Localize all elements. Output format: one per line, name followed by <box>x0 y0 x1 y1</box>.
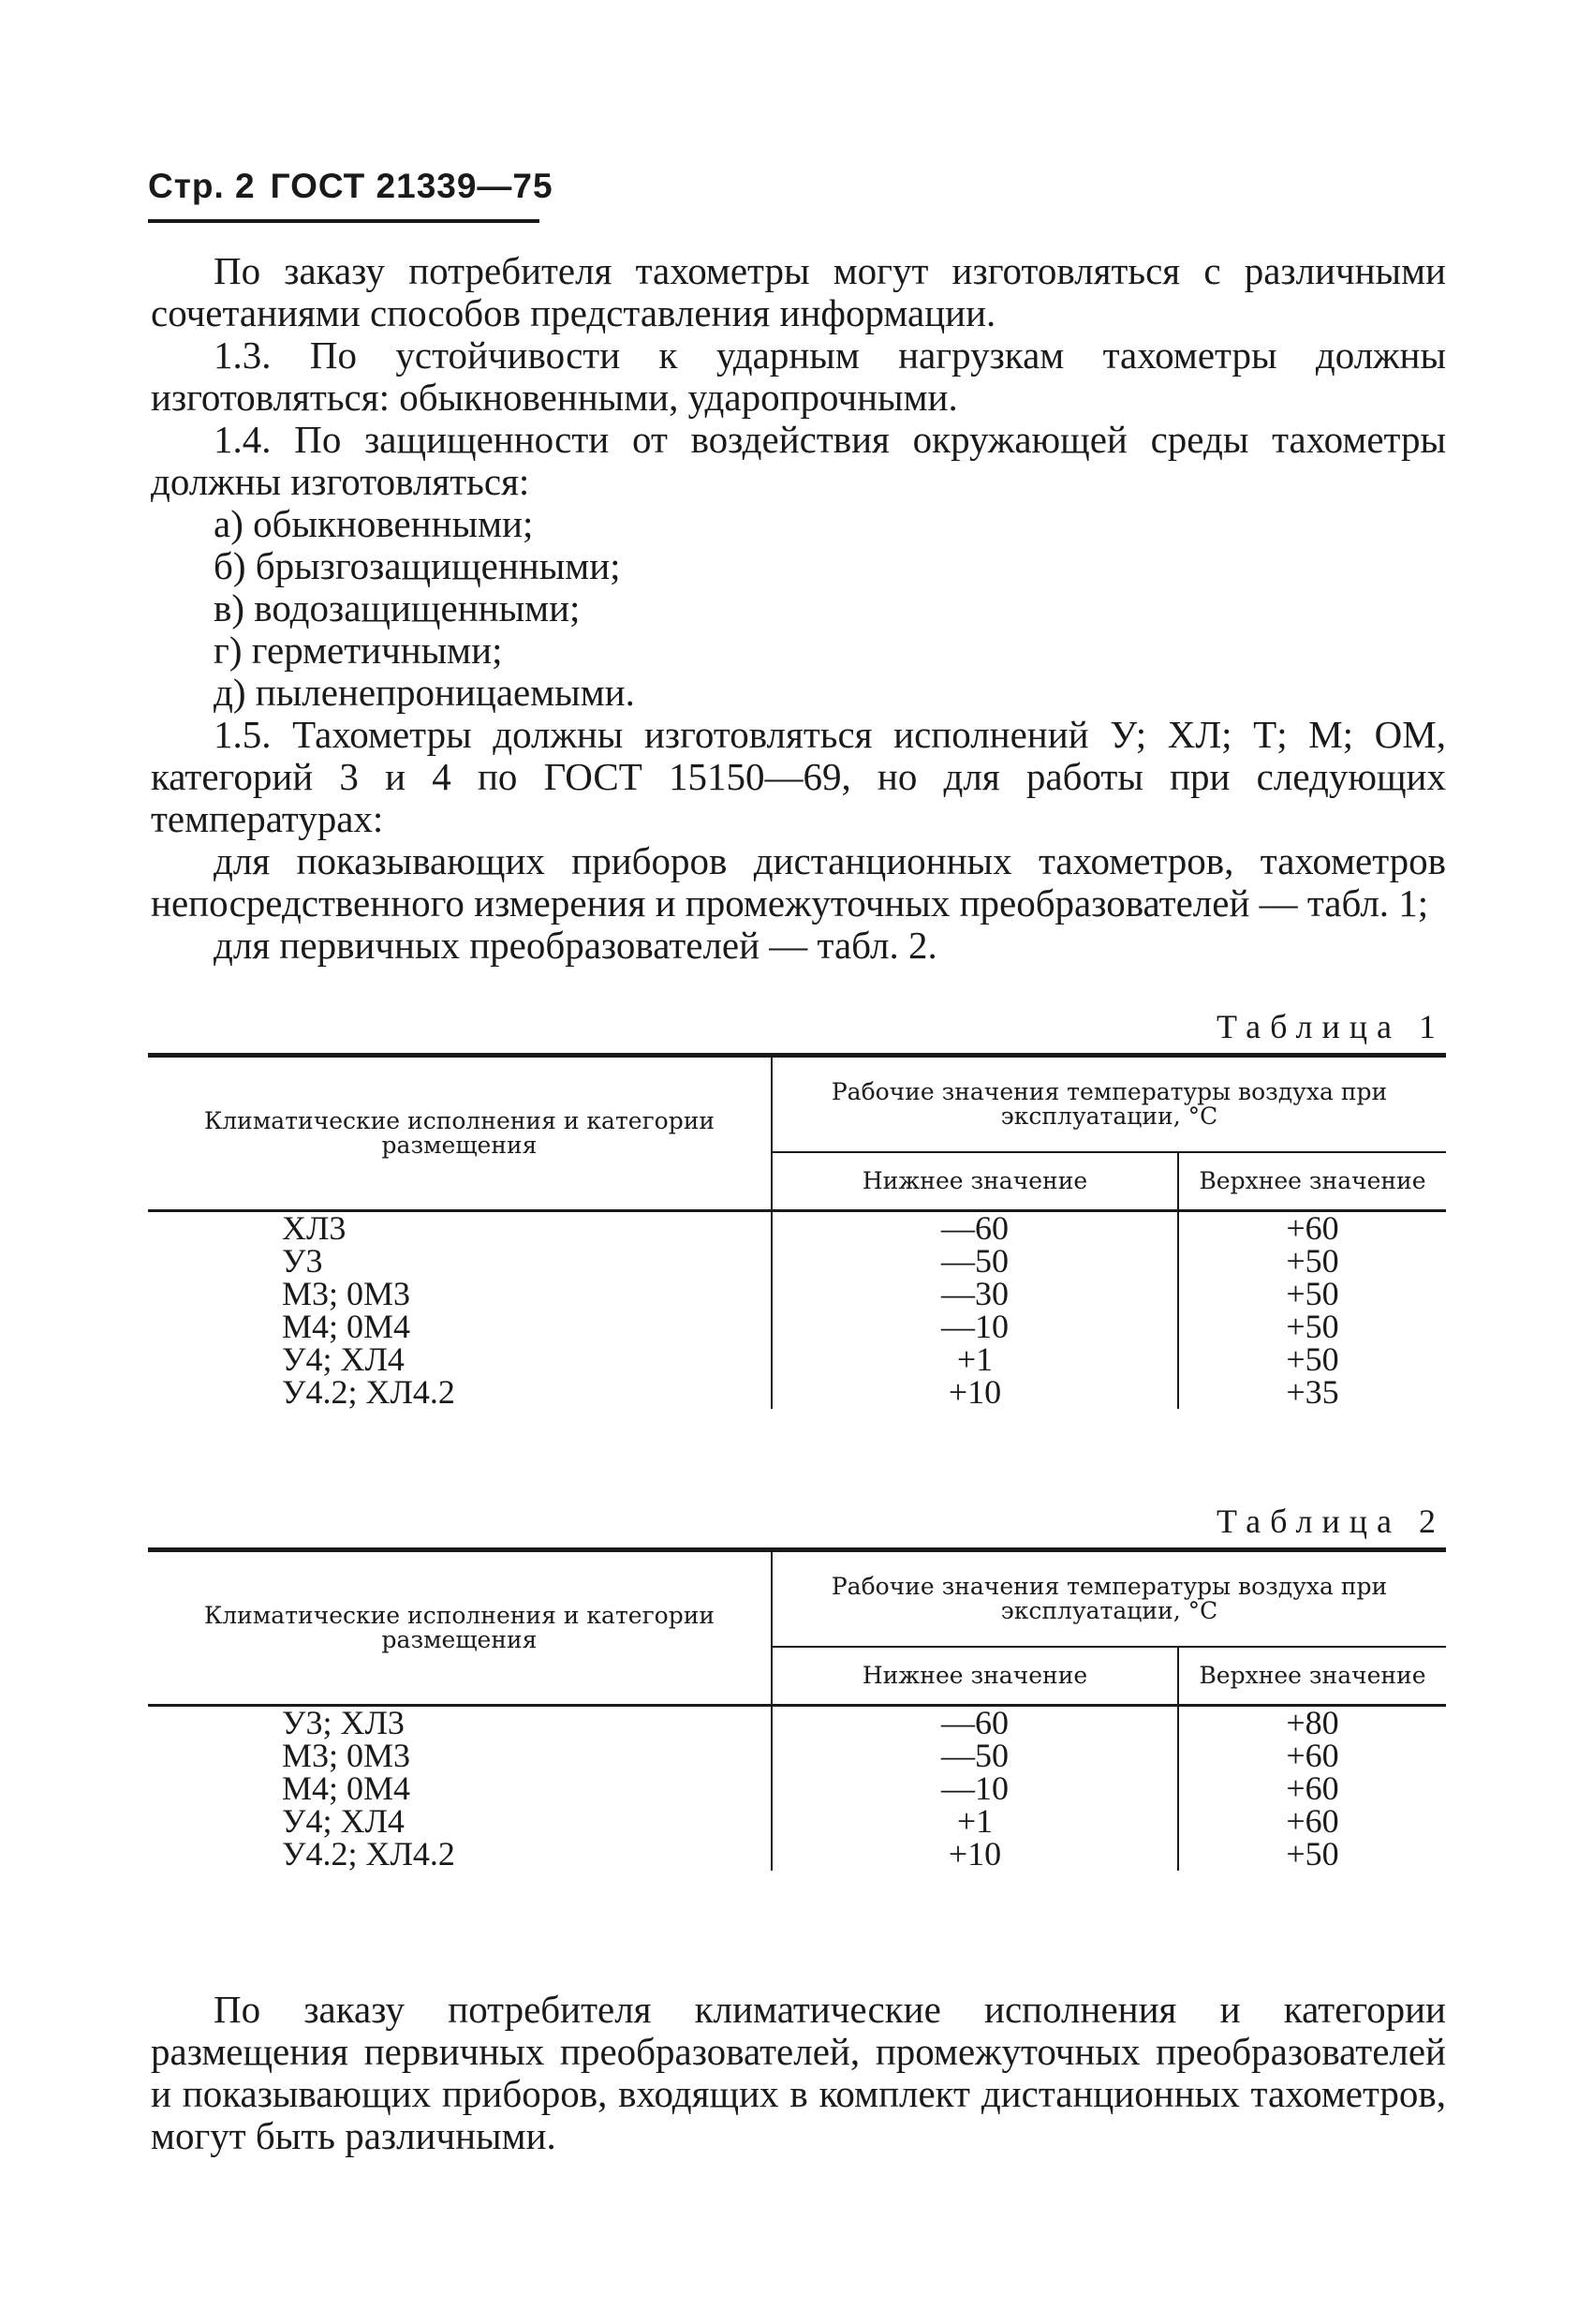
final-text <box>151 1989 1446 2157</box>
table-cell: +60 <box>1286 1737 1339 1774</box>
table-cell: —10 <box>941 1769 1009 1807</box>
table-cell: +1 <box>956 1802 994 1840</box>
table-1-header-high: Верхнее значение <box>1199 1167 1426 1194</box>
table-cell: —60 <box>941 1209 1009 1247</box>
table-cell: —50 <box>941 1242 1009 1280</box>
paragraph-1-4: 1.4. По защищенности от воздействия окружающей среды тахометры должны изготовляться: <box>151 418 1446 503</box>
page-header <box>148 167 553 206</box>
standard-number: ГОСТ 21339—75 <box>270 167 553 205</box>
list-item: г) герметичными; <box>214 629 503 672</box>
table-cell: +60 <box>1286 1209 1339 1247</box>
table-cell: М3; 0М3 <box>282 1737 411 1774</box>
list-item: д) пыленепроницаемыми. <box>214 671 635 714</box>
table-2 <box>148 1547 1446 1871</box>
table-cell: +1 <box>956 1340 994 1378</box>
table-cell: —60 <box>941 1704 1009 1741</box>
table-cell: +50 <box>1286 1242 1339 1280</box>
table-2-header-high: Верхнее значение <box>1199 1662 1426 1689</box>
table-cell: М4; 0М4 <box>282 1769 411 1807</box>
table-1-header-low: Нижнее значение <box>772 1152 1178 1211</box>
table-2-label: Таблица 2 <box>1217 1502 1445 1540</box>
table-1-header-temperature: Рабочие значения температуры воздуха при эксплуатации, °С <box>772 1056 1446 1153</box>
paragraph-order-options: По заказу потребителя тахометры могут изготовляться с различными сочетаниями способов представления информации. <box>151 249 1446 334</box>
table-cell: У4.2; ХЛ4.2 <box>282 1373 455 1411</box>
table-cell: +80 <box>1286 1704 1339 1741</box>
table-1-low-column <box>772 1211 1178 1410</box>
table-cell: +50 <box>1286 1835 1339 1873</box>
table-2-header-low: Нижнее значение <box>772 1647 1178 1706</box>
table-2-category-column <box>148 1706 772 1872</box>
paragraph-indicating-instruments: для показывающих приборов дистанционных тахометров, тахометров непосредственного измерения и промежуточных преобразователей — табл. 1; <box>151 839 1446 925</box>
table-cell: +50 <box>1286 1340 1339 1378</box>
table-cell: +10 <box>948 1835 1002 1873</box>
table-cell: У3 <box>282 1242 323 1280</box>
header-rule <box>148 219 539 223</box>
table-cell: +50 <box>1286 1275 1339 1312</box>
list-item: а) обыкновенными; <box>214 502 534 545</box>
table-cell: +10 <box>948 1373 1002 1411</box>
table-cell: +60 <box>1286 1802 1339 1840</box>
table-cell: У4; ХЛ4 <box>282 1802 405 1840</box>
table-2-low-column <box>772 1706 1178 1872</box>
page-number: Стр. 2 <box>148 167 256 205</box>
table-cell: У4; ХЛ4 <box>282 1340 405 1378</box>
list-item: б) брызгозащищенными; <box>214 544 621 587</box>
table-1 <box>148 1053 1446 1409</box>
table-cell: ХЛ3 <box>282 1209 347 1247</box>
table-cell: +35 <box>1286 1373 1339 1411</box>
table-1-label: Таблица 1 <box>1217 1008 1445 1045</box>
table-1-high-column <box>1178 1211 1446 1410</box>
table-1-category-column <box>148 1211 772 1410</box>
table-cell: У3; ХЛ3 <box>282 1704 405 1741</box>
paragraph-primary-converters: для первичных преобразователей — табл. 2. <box>214 924 937 967</box>
table-cell: —30 <box>941 1275 1009 1312</box>
table-2-body <box>148 1706 1446 1872</box>
table-cell: М3; 0М3 <box>282 1275 411 1312</box>
body-text <box>151 250 1446 967</box>
paragraph-1-5: 1.5. Тахометры должны изготовляться исполнений У; ХЛ; Т; М; ОМ, категорий 3 и 4 по ГОСТ 15150—69, но для работы при следующих температурах: <box>151 713 1446 840</box>
table-2-header-temperature: Рабочие значения температуры воздуха при эксплуатации, °С <box>772 1550 1446 1648</box>
paragraph-1-3: 1.3. По устойчивости к ударным нагрузкам тахометры должны изготовляться: обыкновенными, ударопрочными. <box>151 333 1446 419</box>
table-1-body <box>148 1211 1446 1410</box>
table-cell: +50 <box>1286 1308 1339 1345</box>
table-cell: М4; 0М4 <box>282 1308 411 1345</box>
table-2-high-column <box>1178 1706 1446 1872</box>
table-2-header-category: Климатические исполнения и категории размещения <box>148 1550 772 1706</box>
table-cell: +60 <box>1286 1769 1339 1807</box>
list-item: в) водозащищенными; <box>214 586 581 629</box>
table-cell: —10 <box>941 1308 1009 1345</box>
table-cell: —50 <box>941 1737 1009 1774</box>
paragraph-final: По заказу потребителя климатические исполнения и категории размещения первичных преобразователей, промежуточных преобразователей и показывающих приборов, входящих в комплект дистанционных тахометров, могут быть различными. <box>151 1988 1446 2157</box>
table-1-header-category: Климатические исполнения и категории размещения <box>148 1056 772 1211</box>
table-cell: У4.2; ХЛ4.2 <box>282 1835 455 1873</box>
